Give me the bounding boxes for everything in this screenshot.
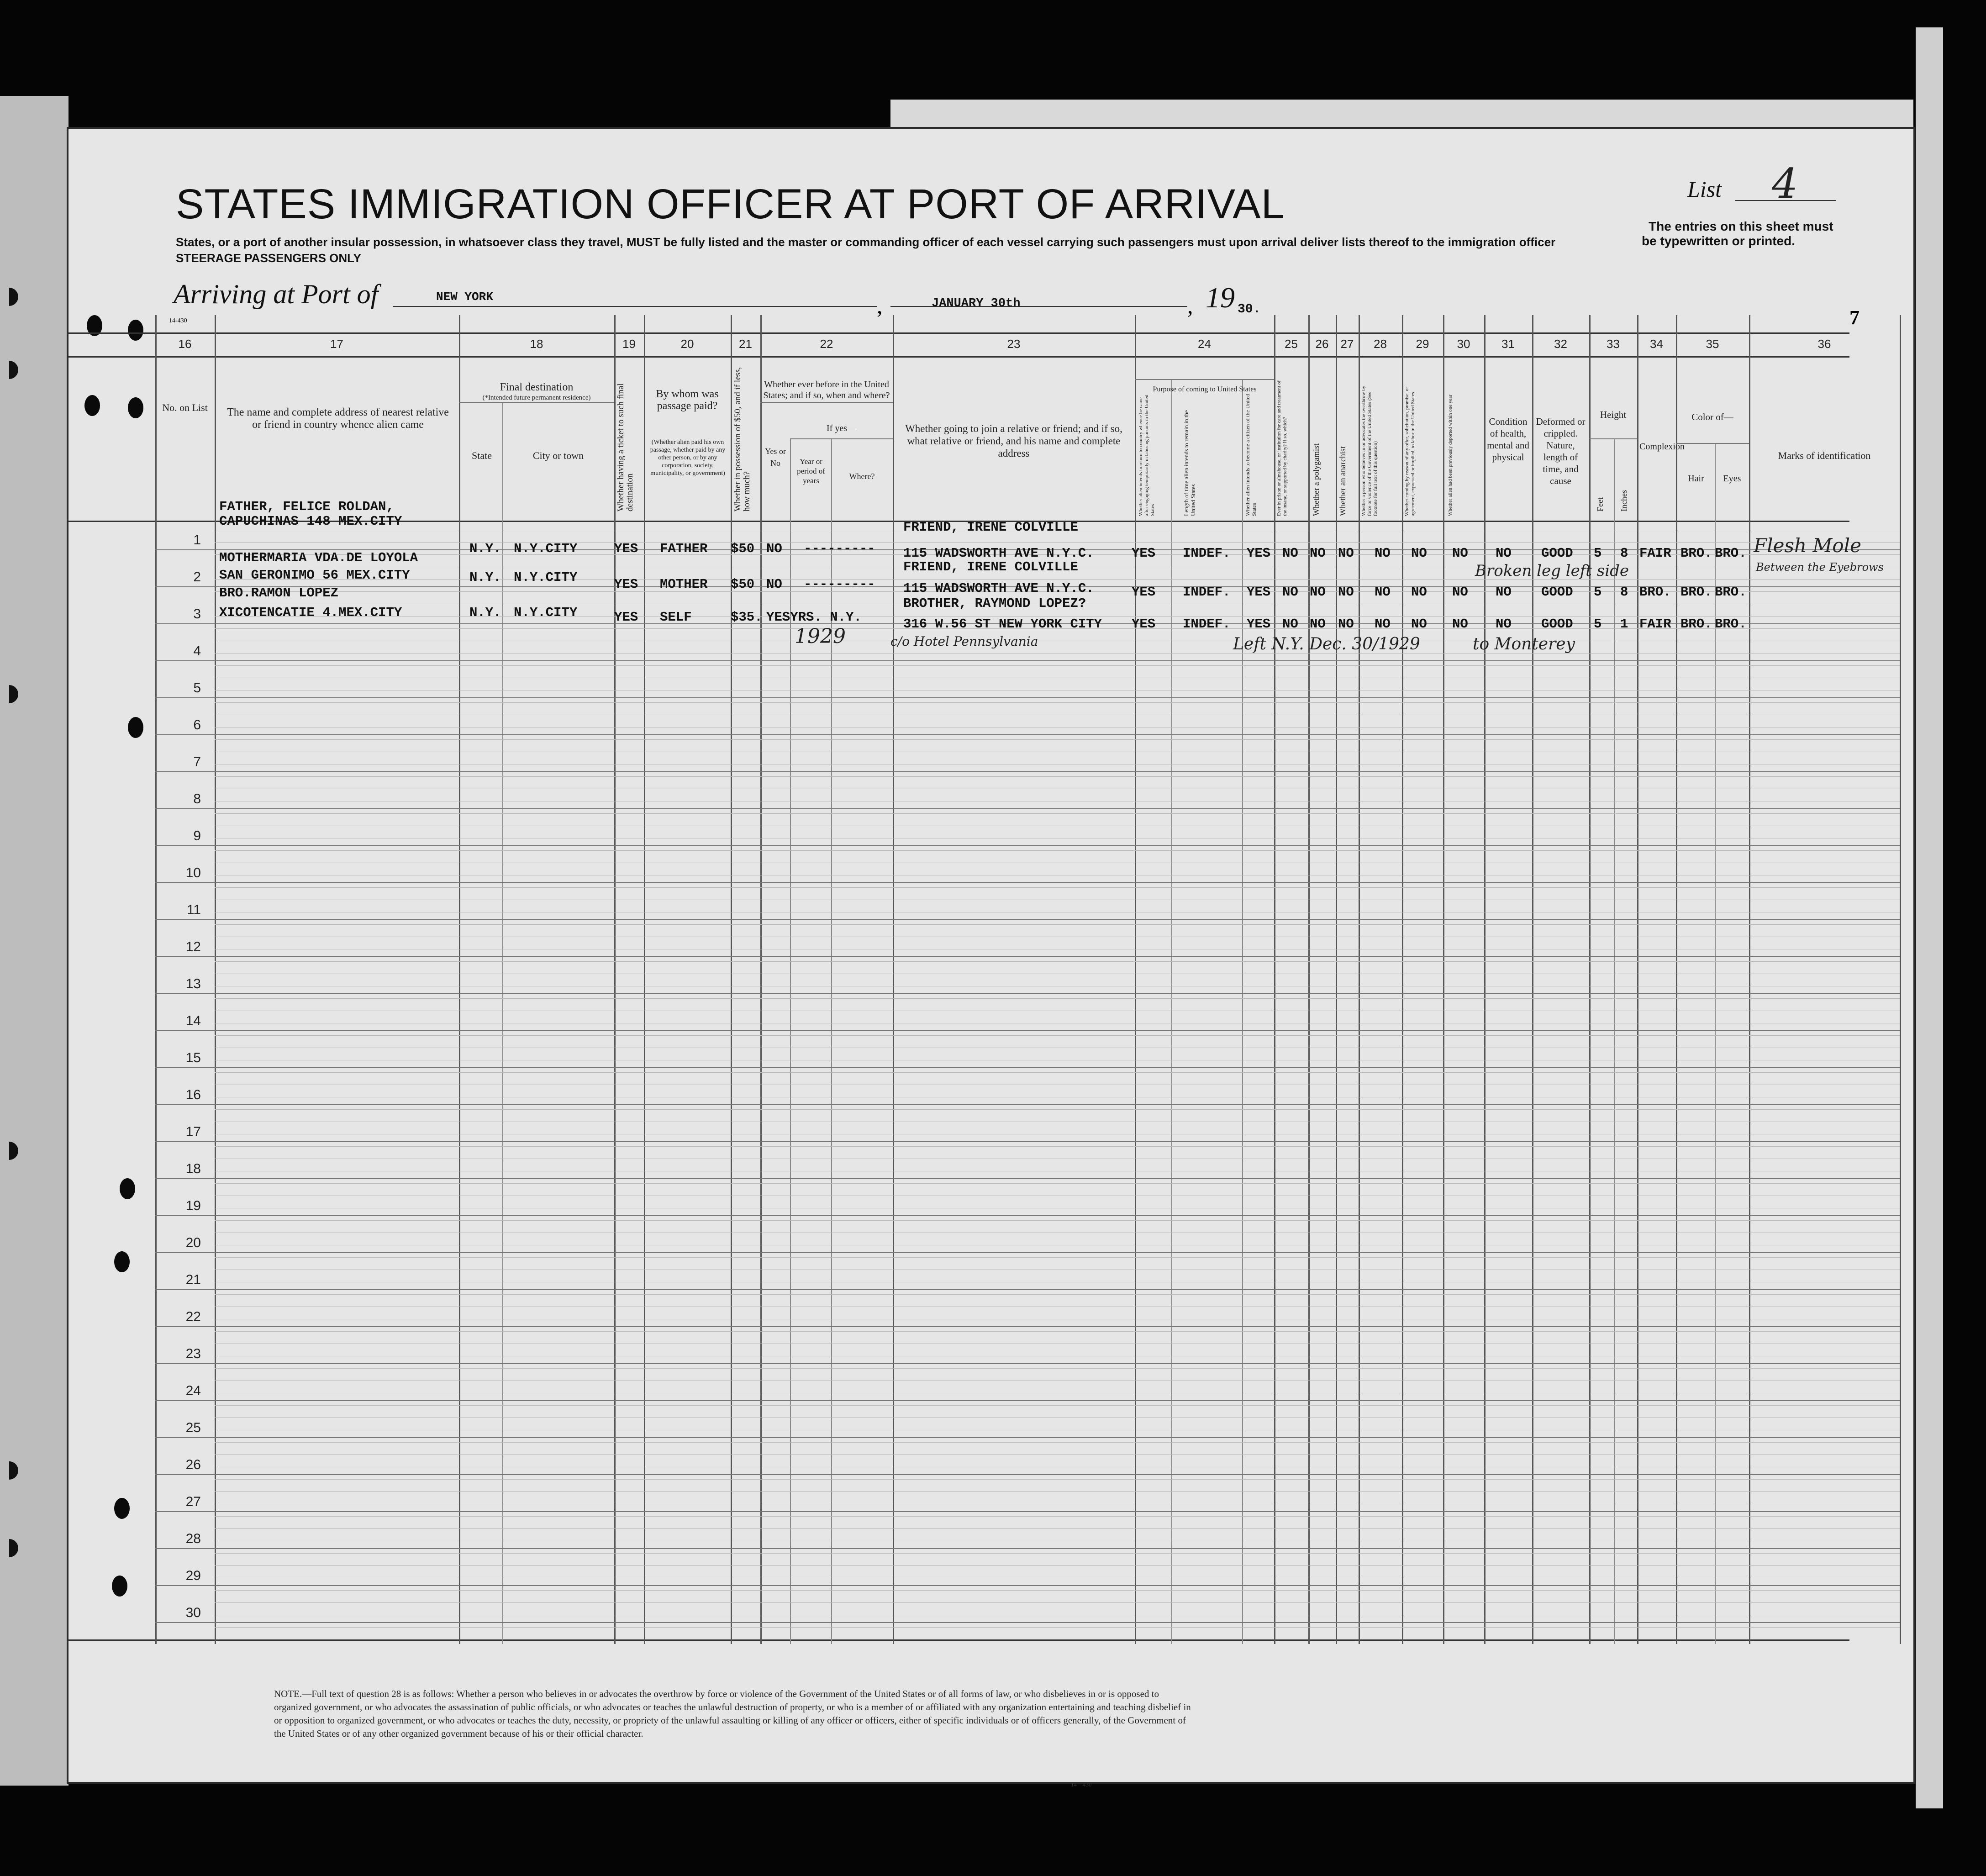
row-number: 14: [185, 1013, 201, 1028]
row-rule: [155, 1474, 1900, 1475]
header-ticket: Whether having a ticket to such final destination: [616, 383, 635, 511]
row-number: 29: [185, 1568, 201, 1583]
punch-hole: [114, 1498, 130, 1519]
row-number: 19: [185, 1198, 201, 1213]
handwritten-hotel: c/o Hotel Pennsylvania: [890, 634, 1038, 649]
column-rule: [1135, 315, 1136, 1644]
year-prefix: 19: [1206, 281, 1235, 314]
row2-relative-line2: SAN GERONIMO 56 MEX.CITY: [219, 568, 410, 583]
row2-paid-by: MOTHER: [660, 577, 708, 592]
row3-city: N.Y.CITY: [514, 605, 578, 620]
header-subrule: [760, 402, 893, 403]
row2-c29: NO: [1411, 585, 1427, 600]
header-final-destination: Final destination: [500, 381, 574, 393]
row3-ticket: YES: [614, 610, 638, 625]
column-number: 18: [530, 337, 543, 351]
ruled-line: [215, 998, 1900, 999]
row2-c27: NO: [1338, 585, 1354, 600]
row2-return: YES: [1132, 585, 1156, 600]
row3-deformed: GOOD: [1541, 617, 1573, 632]
row-number: 12: [185, 939, 201, 954]
column-number: 30: [1457, 337, 1470, 351]
header-city-or-town: City or town: [532, 450, 584, 461]
handwritten-return-note-b: to Monterey: [1473, 635, 1575, 653]
column-rule: [731, 315, 732, 1644]
row-rule: [155, 1400, 1900, 1401]
list-label: List: [1687, 176, 1722, 202]
ruled-line: [215, 1627, 1900, 1628]
row3-c25: NO: [1282, 617, 1298, 632]
header-passage-paid-note: (Whether alien paid his own passage, whether paid by any other person, or by any corporation, society, municipality, or government): [650, 439, 726, 477]
row-number: 11: [186, 902, 201, 917]
row-number: 16: [185, 1087, 201, 1102]
row-rule: [155, 1437, 1900, 1438]
row-number: 3: [193, 606, 201, 622]
column-rule: [1308, 315, 1310, 1644]
row3-complexion: FAIR: [1639, 617, 1671, 632]
row3-eyes: BRO.: [1715, 617, 1747, 632]
column-rule: [1443, 315, 1444, 1644]
header-steerage: STEERAGE PASSENGERS ONLY: [176, 251, 361, 265]
row1-c30: NO: [1452, 546, 1468, 561]
row-number: 23: [185, 1346, 201, 1361]
row2-join-line2: 115 WADSWORTH AVE N.Y.C.: [903, 581, 1094, 596]
left-page-edge: [0, 96, 68, 1786]
column-number: 20: [680, 337, 694, 351]
ruled-line: [215, 776, 1900, 777]
header-if-yes: If yes—: [827, 423, 856, 433]
punch-hole: [128, 717, 143, 738]
row3-inches: 1: [1620, 617, 1628, 632]
ruled-line: [215, 1220, 1900, 1221]
row2-length: INDEF.: [1183, 585, 1231, 600]
right-page-edge: [1916, 27, 1943, 1808]
column-number: 35: [1706, 337, 1719, 351]
header-where: Where?: [849, 472, 875, 481]
row2-c28: NO: [1375, 585, 1391, 600]
row-number: 4: [193, 643, 201, 659]
ruled-line: [215, 1553, 1900, 1554]
row1-deformed: GOOD: [1541, 546, 1573, 561]
header-subrule: [1589, 438, 1637, 439]
row1-eyes: BRO.: [1715, 546, 1747, 561]
header-subrule: [1135, 379, 1274, 380]
row2-c30: NO: [1452, 585, 1468, 600]
ruled-line: [215, 850, 1900, 851]
row-number: 22: [185, 1309, 201, 1324]
row-rule: [155, 1030, 1900, 1031]
header-length: Length of time alien intends to remain in the United States: [1183, 410, 1196, 516]
row3-return: YES: [1132, 617, 1156, 632]
row-rule: [155, 1104, 1900, 1105]
row3-state: N.Y.: [469, 605, 501, 620]
row2-health: NO: [1496, 585, 1512, 600]
column-number: 26: [1315, 337, 1329, 351]
header-health: Condition of health, mental and physical: [1487, 416, 1529, 463]
row3-hair: BRO.: [1680, 617, 1712, 632]
column-number: 29: [1416, 337, 1429, 351]
ruled-line: [215, 1528, 1900, 1529]
header-no-on-list: No. on List: [162, 402, 208, 413]
ruled-line: [215, 1257, 1900, 1258]
row-number: 1: [193, 532, 201, 548]
row2-before: NO: [766, 577, 782, 592]
column-rule: [1589, 315, 1591, 1644]
row3-c29: NO: [1411, 617, 1427, 632]
handwritten-before-year: 1929: [795, 625, 846, 648]
header-feet: Feet: [1596, 497, 1605, 511]
row-number: 13: [185, 976, 201, 991]
row-number: 7: [193, 754, 201, 769]
header-ever-before: Whether ever before in the United States; and if so, when and where?: [763, 379, 890, 400]
row2-before-dashes: ---------: [804, 577, 875, 592]
ruled-line: [215, 542, 1900, 543]
row-number: 2: [193, 569, 201, 585]
row1-marks-line2: Between the Eyebrows: [1756, 561, 1884, 574]
comma: ,: [1187, 293, 1193, 318]
column-number: 36: [1817, 337, 1831, 351]
column-number: 31: [1501, 337, 1515, 351]
column-number: 25: [1285, 337, 1298, 351]
row2-deformed: GOOD: [1541, 585, 1573, 600]
row3-c27: NO: [1338, 617, 1354, 632]
date-value: JANUARY 30th: [932, 297, 1021, 311]
punch-hole: [128, 397, 143, 418]
column-number: 33: [1607, 337, 1620, 351]
row-rule: [155, 660, 1900, 661]
punch-hole: [128, 320, 143, 341]
header-anarchist: Whether an anarchist: [1338, 446, 1347, 516]
ruled-line: [215, 665, 1900, 666]
ruled-line: [215, 887, 1900, 888]
column-number: 16: [178, 337, 192, 351]
row1-before-dashes: ---------: [804, 541, 875, 556]
column-number: 19: [622, 337, 636, 351]
ruled-line: [215, 739, 1900, 740]
row1-c25: NO: [1282, 546, 1298, 561]
ruled-line: [215, 1183, 1900, 1184]
row1-marks-line1: Flesh Mole: [1754, 534, 1861, 557]
colnum-rule: [68, 356, 1849, 358]
ruled-line: [215, 1565, 1900, 1566]
header-height: Height: [1600, 409, 1627, 420]
row-rule: [155, 1622, 1900, 1623]
row1-before: NO: [766, 541, 782, 556]
row-rule: [155, 697, 1900, 698]
row3-relative-line1: BRO.RAMON LOPEZ: [219, 585, 339, 601]
column-rule: [1637, 315, 1638, 1644]
header-subrule: [790, 438, 893, 439]
corner-mark: 7: [1849, 306, 1860, 329]
column-rule: [1614, 438, 1615, 1644]
row-number: 30: [185, 1605, 201, 1620]
row1-relative-line2: CAPUCHINAS 148 MEX.CITY: [219, 514, 402, 529]
ruled-line: [215, 1072, 1900, 1073]
column-number: 24: [1198, 337, 1211, 351]
ruled-line: [215, 702, 1900, 703]
ruled-line: [215, 1442, 1900, 1443]
ruled-line: [215, 924, 1900, 925]
row-number: 10: [185, 865, 201, 880]
port-underline: [393, 306, 877, 307]
row2-c25: NO: [1282, 585, 1298, 600]
manifest-sheet: [68, 129, 1913, 1782]
header-state: State: [472, 450, 492, 461]
row3-money: $35.: [731, 610, 763, 625]
row-rule: [155, 845, 1900, 846]
row1-return: YES: [1132, 546, 1156, 561]
header-complexion: Complexion: [1639, 442, 1685, 452]
row-number: 9: [193, 828, 201, 843]
column-rule: [1749, 315, 1750, 1644]
column-number: 21: [739, 337, 752, 351]
header-marks: Marks of identification: [1778, 450, 1871, 461]
header-eyes: Eyes: [1723, 474, 1741, 484]
row1-c26: NO: [1310, 546, 1326, 561]
row-number: 8: [193, 791, 201, 806]
row-number: 15: [185, 1050, 201, 1065]
column-rule: [1274, 315, 1275, 1644]
row-number: 6: [193, 717, 201, 732]
ruled-line: [215, 1516, 1900, 1517]
row1-length: INDEF.: [1183, 546, 1231, 561]
punch-hole: [114, 1251, 130, 1272]
header-final-destination-note: (*Intended future permanent residence): [482, 394, 591, 401]
row3-relative-line2: XICOTENCATIE 4.MEX.CITY: [219, 605, 402, 620]
column-rule: [459, 315, 460, 1644]
column-rule: [1532, 315, 1533, 1644]
row-number: 26: [185, 1457, 201, 1472]
row2-c26: NO: [1310, 585, 1326, 600]
header-nearest-relative: The name and complete address of nearest relative or friend in country whence alien came: [227, 406, 449, 431]
row-rule: [155, 1215, 1900, 1216]
ruled-line: [215, 1479, 1900, 1480]
row-rule: [155, 1363, 1900, 1364]
row-rule: [155, 771, 1900, 772]
header-subrule: [1676, 443, 1749, 444]
column-number: 32: [1554, 337, 1567, 351]
row3-length: INDEF.: [1183, 617, 1231, 632]
table-bottom-rule: [68, 1639, 1849, 1641]
column-rule: [644, 315, 645, 1644]
ruled-line: [215, 1491, 1900, 1492]
row-rule: [155, 1178, 1900, 1179]
row-rule: [155, 882, 1900, 883]
header-overthrow: Whether a person who believes in or advocates the overthrow by force or violence of the Government of the United States (See footnote for full text of this question): [1361, 385, 1378, 516]
row-number: 17: [185, 1124, 201, 1139]
entries-note-1: The entries on this sheet must: [1649, 219, 1833, 233]
row1-state: N.Y.: [469, 541, 501, 556]
row-rule: [155, 956, 1900, 957]
row-rule: [155, 1511, 1900, 1512]
column-rule: [1484, 315, 1486, 1644]
ruled-line: [215, 579, 1900, 580]
column-rule: [1359, 315, 1360, 1644]
row2-complexion: BRO.: [1639, 585, 1671, 600]
row-rule: [155, 1548, 1900, 1549]
column-rule: [1676, 315, 1677, 1644]
header-year: Year or period of years: [797, 457, 825, 485]
row-rule: [155, 808, 1900, 809]
header-inches: Inches: [1619, 490, 1628, 511]
header-yes-no: Yes or No: [765, 447, 786, 468]
column-rule: [1402, 315, 1403, 1644]
column-number: 34: [1650, 337, 1663, 351]
page-title: STATES IMMIGRATION OFFICER AT PORT OF ARRIVAL: [176, 181, 1285, 227]
row2-relative-line1: MOTHERMARIA VDA.DE LOYOLA: [219, 550, 418, 565]
table-top-rule: [68, 332, 1849, 334]
column-rule: [1900, 315, 1901, 1644]
row-number: 24: [185, 1383, 201, 1398]
handwritten-row2-annotation: Broken leg left side: [1475, 562, 1629, 580]
header-deformed: Deformed or crippled. Nature, length of time, and cause: [1536, 416, 1586, 486]
column-number: 17: [330, 337, 343, 351]
header-citizen: Whether alien intends to become a citizen of the United States: [1244, 394, 1257, 516]
form-number-top: 14-430: [169, 317, 187, 324]
row3-c30: NO: [1452, 617, 1468, 632]
ruled-line: [215, 961, 1900, 962]
row1-paid-by: FATHER: [660, 541, 708, 556]
row1-health: NO: [1496, 546, 1512, 561]
row1-inches: 8: [1620, 546, 1628, 561]
port-value: NEW YORK: [436, 290, 493, 304]
header-deported: Whether alien had been previously deported within one year: [1448, 395, 1453, 516]
header-passage-paid: By whom was passage paid?: [656, 388, 719, 412]
row3-before: YESYRS. N.Y.: [766, 610, 862, 625]
row-number: 25: [185, 1420, 201, 1435]
list-number: 4: [1772, 160, 1798, 208]
form-number: 14—430: [1071, 1781, 1092, 1788]
punch-hole: [112, 1576, 127, 1597]
header-join-relative: Whether going to join a relative or friend; and if so, what relative or friend, and his name and complete address: [905, 423, 1122, 459]
ruled-line: [215, 1294, 1900, 1295]
column-number: 27: [1340, 337, 1354, 351]
ruled-line: [215, 1035, 1900, 1036]
column-number: 22: [820, 337, 833, 351]
row-number: 28: [185, 1531, 201, 1546]
row3-citizen: YES: [1247, 617, 1271, 632]
header-return: Whether alien intends to return to country whence he came after engaging temporarily in laboring pursuits in the United States: [1138, 395, 1155, 516]
row-number: 27: [185, 1494, 201, 1509]
row3-c28: NO: [1375, 617, 1391, 632]
row3-paid-by: SELF: [660, 610, 692, 625]
row-rule: [155, 919, 1900, 920]
column-rule: [760, 315, 762, 1644]
header-instructions: States, or a port of another insular possession, in whatsoever class they travel, MUST be fully listed and the master or commanding officer of each vessel carrying such passengers must upon arrival deliver lists thereof to the immigration officer: [176, 235, 1556, 249]
header-color-of: Color of—: [1691, 411, 1733, 422]
header-fifty-dollars: Whether in possession of $50, and if less, how much?: [733, 367, 752, 511]
header-purpose: Purpose of coming to United States: [1153, 385, 1257, 393]
row3-health: NO: [1496, 617, 1512, 632]
row-rule: [155, 1289, 1900, 1290]
row2-hair: BRO.: [1680, 585, 1712, 600]
header-labor-offer: Whether coming by reason of any offer, solicitation, promise, or agreement, expressed or implied, to labor in the United States: [1404, 387, 1416, 516]
column-rule: [614, 315, 616, 1644]
ruled-line: [215, 1109, 1900, 1110]
punch-hole: [120, 1178, 135, 1199]
row1-relative-line1: FATHER, FELICE ROLDAN,: [219, 499, 394, 514]
header-prison: Ever in prison or almshouse, or institution for care and treatment of the insane, or supported by charity? If so, which?: [1276, 380, 1288, 516]
header-hair: Hair: [1688, 474, 1704, 484]
row-rule: [155, 734, 1900, 735]
arriving-label: Arriving at Port of: [174, 279, 379, 309]
row2-eyes: BRO.: [1715, 585, 1747, 600]
row2-state: N.Y.: [469, 570, 501, 585]
comma: ,: [877, 293, 883, 318]
column-rule: [893, 315, 894, 1644]
row-rule: [155, 1252, 1900, 1253]
row2-join-line1: FRIEND, IRENE COLVILLE: [903, 559, 1078, 574]
row2-inches: 8: [1620, 585, 1628, 600]
ruled-line: [215, 1146, 1900, 1147]
row1-c27: NO: [1338, 546, 1354, 561]
row1-complexion: FAIR: [1639, 546, 1671, 561]
row1-join-line2: 115 WADSWORTH AVE N.Y.C.: [903, 546, 1094, 561]
row1-city: N.Y.CITY: [514, 541, 578, 556]
handwritten-return-note: Left N.Y. Dec. 30/1929: [1233, 635, 1420, 653]
row1-c28: NO: [1375, 546, 1391, 561]
row-number: 5: [193, 680, 201, 696]
header-polygamist: Whether a polygamist: [1312, 443, 1321, 516]
row2-money: $50: [731, 577, 755, 592]
row-rule: [155, 1585, 1900, 1586]
row2-ticket: YES: [614, 577, 638, 592]
column-rule: [215, 315, 216, 1644]
footnote-question-28: NOTE.—Full text of question 28 is as follows: Whether a person who believes in or advocates the overthrow by force or violence of the Government of the United States or of all forms of law, or who disbelieves in or is opposed to organized government, or who advocates the assassination of public officials, or who advocates or teaches the unlawful destruction of property, or who is a member of or affiliated with any organization entertaining and teaching disbelief in or opposition to organized government, or who advocates or teaches the duty, necessity, or propriety of the unlawful assaulting or killing of any officer or officers, either of specific individuals or of officers generally, of the Government of the United States or of any other organized government because of his or their official character.: [274, 1688, 1191, 1739]
row2-feet: 5: [1594, 585, 1602, 600]
ruled-line: [215, 1454, 1900, 1455]
ruled-line: [215, 1405, 1900, 1406]
row-rule: [155, 993, 1900, 994]
row1-ticket: YES: [614, 541, 638, 556]
row2-citizen: YES: [1247, 585, 1271, 600]
row-rule: [155, 1141, 1900, 1142]
column-number: 28: [1374, 337, 1387, 351]
row3-join-line2: 316 W.56 ST NEW YORK CITY: [903, 617, 1102, 632]
entries-note-2: be typewritten or printed.: [1642, 234, 1796, 248]
row3-feet: 5: [1594, 617, 1602, 632]
row3-c26: NO: [1310, 617, 1326, 632]
ruled-line: [215, 1590, 1900, 1591]
ruled-line: [215, 813, 1900, 814]
year-suffix: 30.: [1238, 302, 1261, 316]
row2-city: N.Y.CITY: [514, 570, 578, 585]
row-number: 18: [185, 1161, 201, 1176]
row-number: 20: [185, 1235, 201, 1250]
row1-hair: BRO.: [1680, 546, 1712, 561]
row-rule: [155, 1067, 1900, 1068]
punch-hole: [84, 395, 100, 416]
row1-join-line1: FRIEND, IRENE COLVILLE: [903, 520, 1078, 535]
row1-citizen: YES: [1247, 546, 1271, 561]
ruled-line: [215, 1602, 1900, 1603]
row1-feet: 5: [1594, 546, 1602, 561]
ruled-line: [215, 1368, 1900, 1369]
ruled-line: [215, 1331, 1900, 1332]
row-number: 21: [185, 1272, 201, 1287]
row1-c29: NO: [1411, 546, 1427, 561]
row3-join-line1: BROTHER, RAYMOND LOPEZ?: [903, 596, 1086, 611]
row-rule: [155, 1326, 1900, 1327]
row1-money: $50: [731, 541, 755, 556]
column-rule: [1336, 315, 1337, 1644]
column-number: 23: [1007, 337, 1021, 351]
